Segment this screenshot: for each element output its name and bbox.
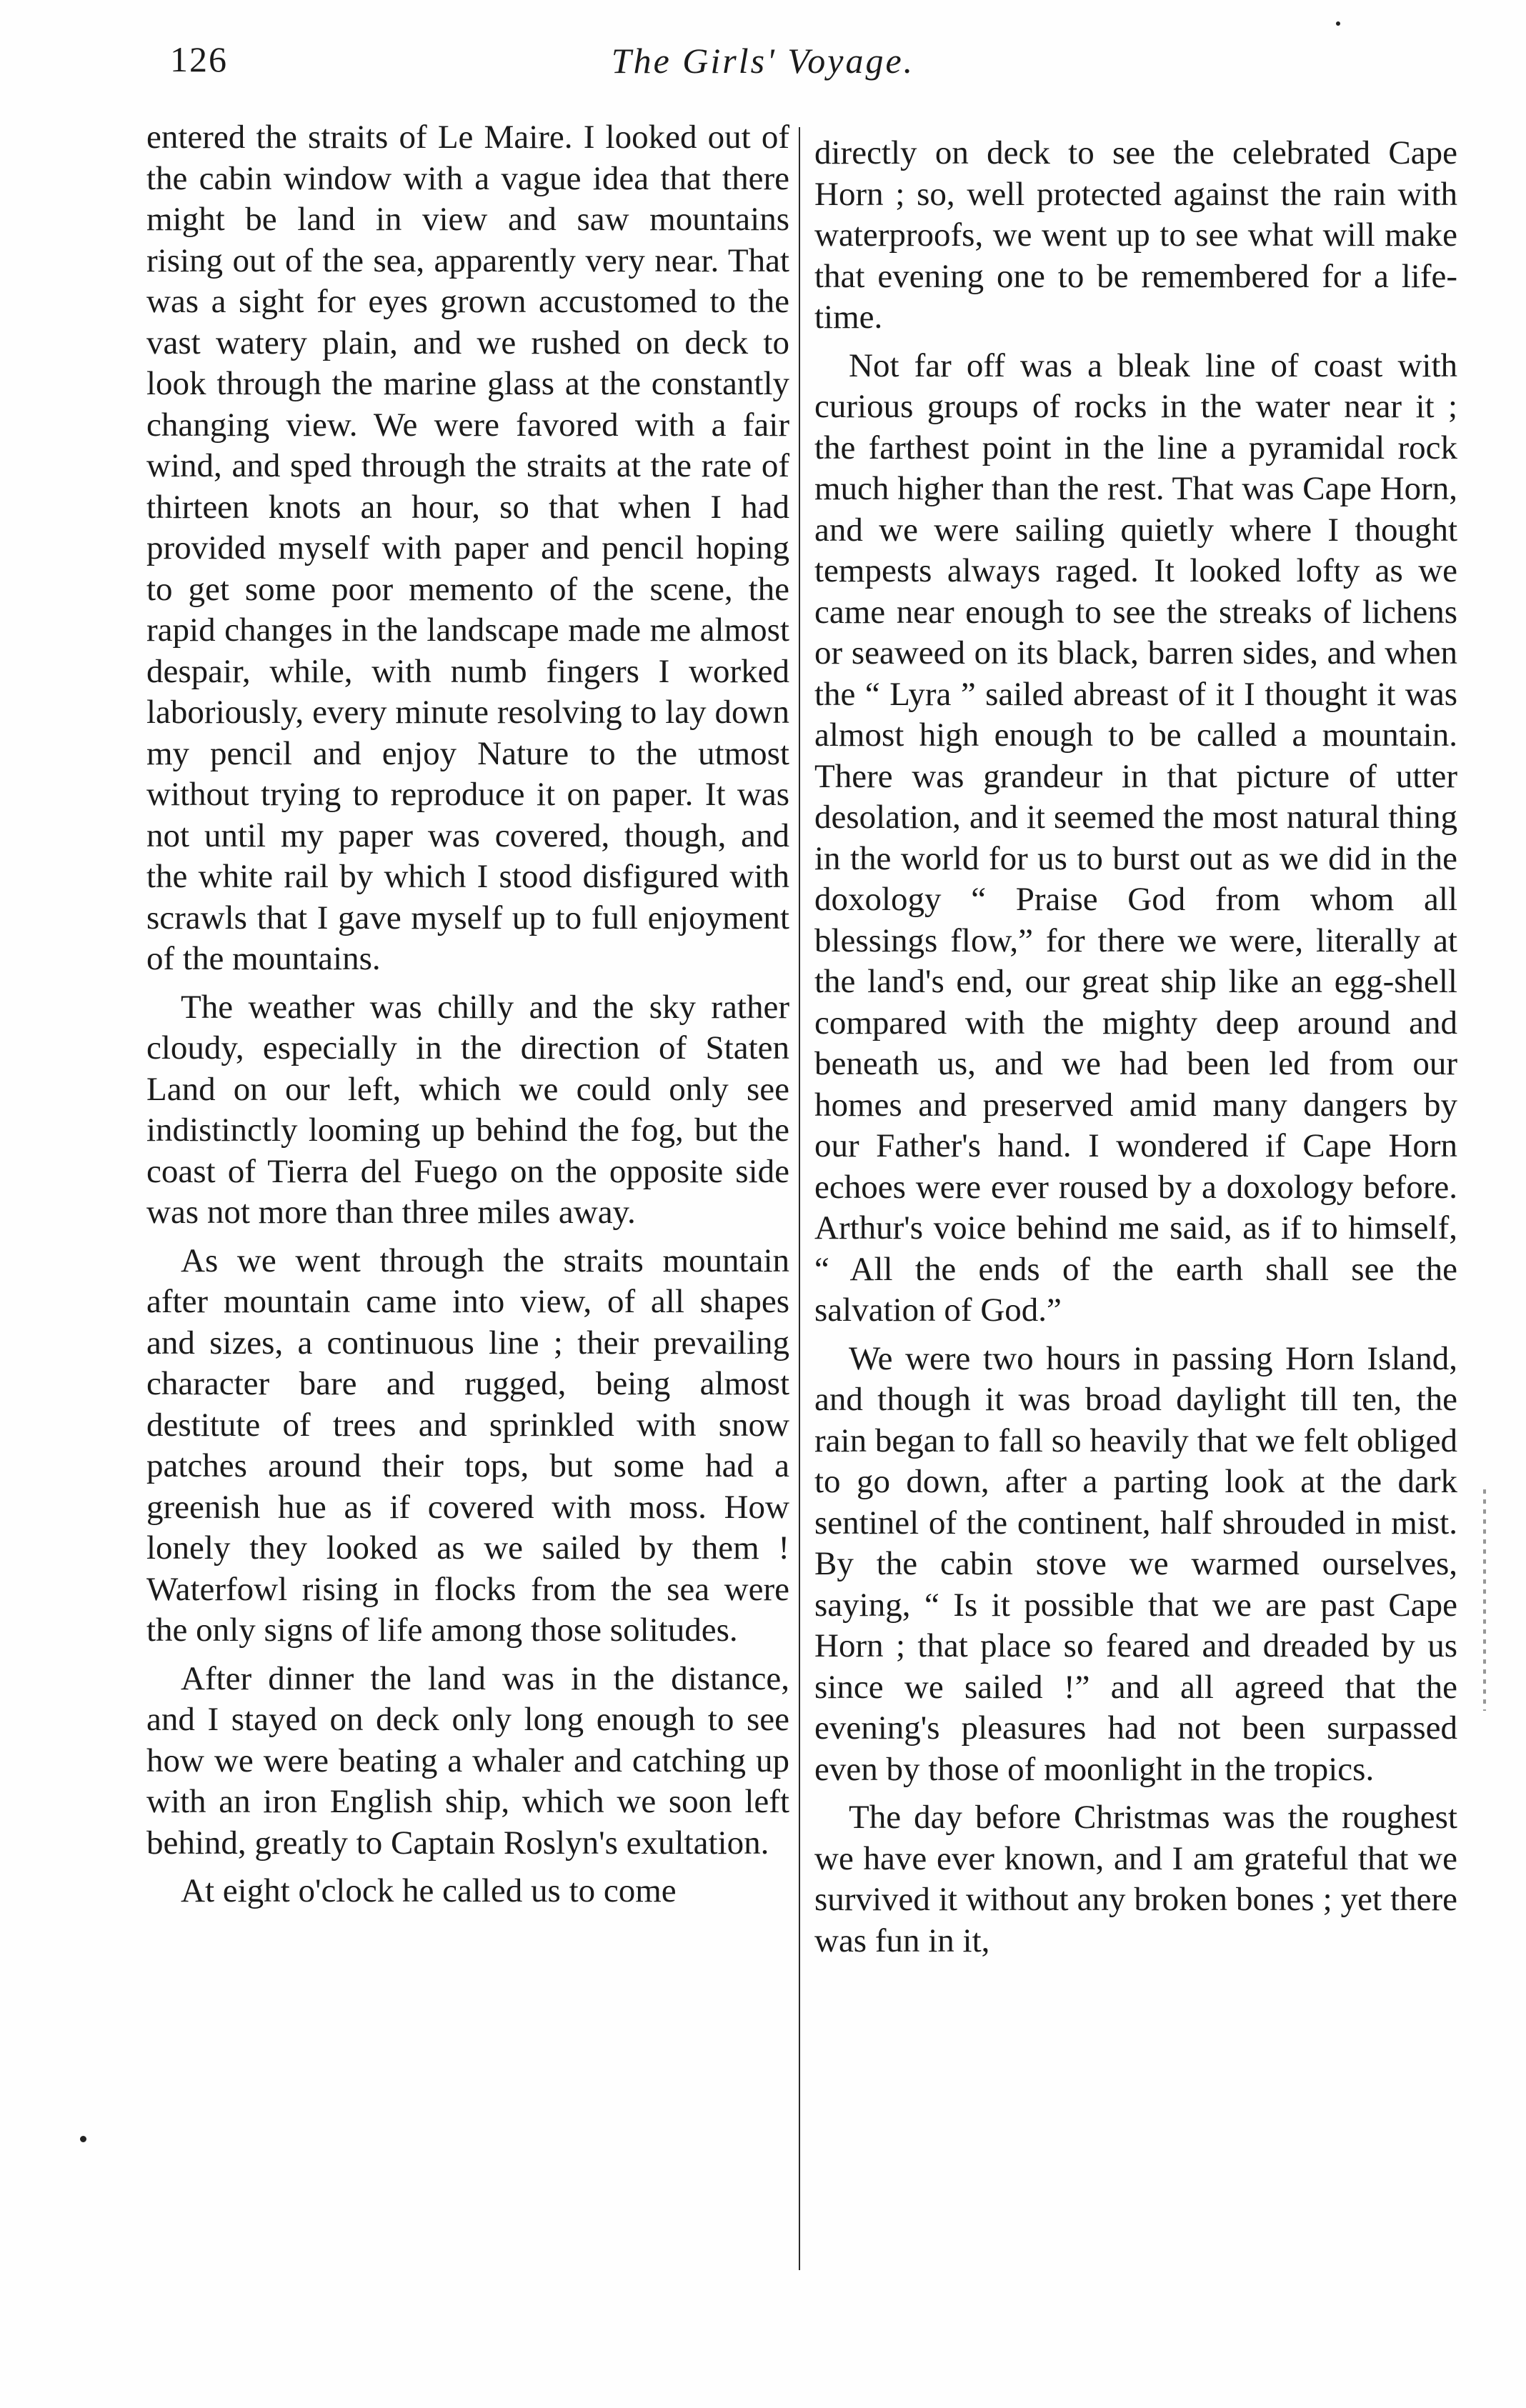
- left-paragraph-4: After dinner the land was in the distance, and I stayed on deck only long enough to see how we were beating a whaler and catching up with an iron English ship, which we soon left behind, greatly to Captain Roslyn's exultation.: [146, 1659, 789, 1862]
- running-title: The Girls' Voyage.: [611, 41, 915, 81]
- page-edge-mark: [1483, 1489, 1486, 1711]
- margin-speck: [80, 2136, 86, 2142]
- page-header: [0, 34, 1526, 91]
- right-paragraph-3: We were two hours in passing Horn Island, and though it was broad daylight till ten, the rain began to fall so heavily that we felt obliged to go down, after a parting look at the dark sentinel of the continent, half shrouded in mist. By the cabin stove we warmed ourselves, saying, “ Is it possible that we are past Cape Horn ; that place so feared and dreaded by us since we sailed !” and all agreed that the evening's pleasures had not been surpassed even by those of moonlight in the tropics.: [814, 1339, 1457, 1788]
- margin-speck: [1336, 21, 1340, 26]
- right-paragraph-2: Not far off was a bleak line of coast with curious groups of rocks in the water near it ; the farthest point in the line a pyramidal rock much higher than the rest. That was Cape Horn, and we were sailing quietly where I thought tempests always raged. It looked lofty as we came near enough to see the streaks of lichens or seaweed on its black, barren sides, and when the “ Lyra ” sailed abreast of it I thought it was almost high enough to be called a mountain. There was grandeur in that picture of utter desolation, and it seemed the most natural thing in the world for us to burst out as we did in the doxology “ Praise God from whom all blessings flow,” for there we were, literally at the land's end, our great ship like an egg-shell compared with the mighty deep around and beneath us, and we had been led from our homes and preserved amid many dangers by our Father's hand. I wondered if Cape Horn echoes were ever roused by a doxology before. Arthur's voice behind me said, as if to himself, “ All the ends of the earth shall see the salvation of God.”: [814, 346, 1457, 1329]
- right-paragraph-1: directly on deck to see the celebrated Cape Horn ; so, well protected against the rain with waterproofs, we went up to see what will make that evening one to be remembered for a life-time.: [814, 134, 1457, 336]
- right-paragraph-4: The day before Christmas was the roughest we have ever known, and I am grateful that we survived it without any broken bones ; yet there was fun in it,: [814, 1799, 1457, 1959]
- left-paragraph-1: entered the straits of Le Maire. I looked out of the cabin window with a vague idea that there might be land in view and saw mountains rising out of the sea, apparently very near. That was a sight for eyes grown accustomed to the vast watery plain, and we rushed on deck to look through the marine glass at the constantly changing view. We were favored with a fair wind, and sped through the straits at the rate of thirteen knots an hour, so that when I had provided myself with paper and pencil hoping to get some poor memento of the scene, the rapid changes in the landscape made me almost despair, while, with numb fingers I worked laboriously, every minute resolving to lay down my pencil and enjoy Nature to the utmost without trying to reproduce it on paper. It was not until my paper was covered, though, and the white rail by which I stood disfigured with scrawls that I gave myself up to full enjoyment of the mountains.: [146, 119, 789, 977]
- page-number: 126: [170, 39, 228, 79]
- left-paragraph-3: As we went through the straits mountain after mountain came into view, of all shapes and sizes, a continuous line ; their prevailing character bare and rugged, being almost destitute of trees and sprinkled with snow patches around their tops, but some had a greenish hue as if covered with moss. How lonely they looked as we sailed by them ! Waterfowl rising in flocks from the sea were the only signs of life among those solitudes.: [146, 1242, 789, 1649]
- column-divider: [799, 127, 800, 2270]
- right-column: [814, 133, 1457, 1962]
- left-column: [146, 117, 789, 1912]
- left-paragraph-5: At eight o'clock he called us to come: [181, 1872, 677, 1909]
- left-paragraph-2: The weather was chilly and the sky rather cloudy, especially in the direction of Staten Land on our left, which we could only see indistinctly looming up behind the fog, but the coast of Tierra del Fuego on the opposite side was not more than three miles away.: [146, 988, 789, 1231]
